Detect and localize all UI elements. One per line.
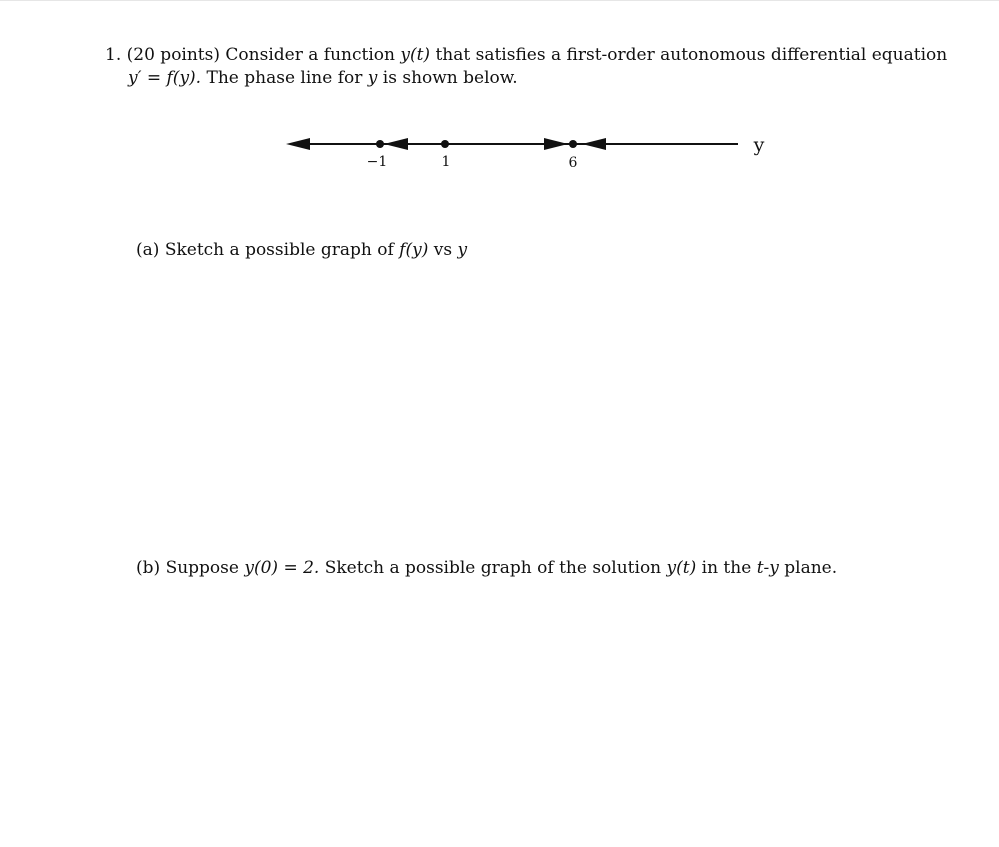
part-b-text-3: in the bbox=[701, 558, 752, 578]
part-a-prompt bbox=[136, 240, 467, 260]
math-y-of-t-part-b: y(t) bbox=[666, 558, 697, 578]
phase-line-diagram bbox=[270, 128, 780, 178]
part-a-vs: vs bbox=[433, 240, 453, 260]
part-b-label: (b) bbox=[136, 558, 161, 578]
part-b-text-2: Sketch a possible graph of the solution bbox=[324, 558, 662, 578]
axis-label-y: y bbox=[753, 134, 765, 156]
tick-label-6: 6 bbox=[568, 155, 578, 171]
math-y-of-t: y(t) bbox=[400, 45, 431, 65]
problem-text-4: is shown below. bbox=[382, 68, 518, 88]
top-rule bbox=[0, 0, 999, 1]
problem-number: 1. bbox=[105, 45, 122, 65]
part-a-label: (a) bbox=[136, 240, 160, 260]
flow-arrow-left-between-neg1-and-1 bbox=[384, 138, 408, 150]
problem-points: (20 points) bbox=[126, 45, 220, 65]
equilibrium-point-1 bbox=[441, 140, 449, 148]
problem-statement-line-1 bbox=[105, 45, 948, 65]
problem-text-2: that satisfies a first-order autonomous differential equation bbox=[435, 45, 948, 65]
equilibrium-point-neg1 bbox=[376, 140, 384, 148]
flow-arrow-left-far bbox=[286, 138, 310, 150]
math-plane-name: t-y bbox=[756, 558, 779, 578]
problem-statement-line-2 bbox=[128, 68, 518, 88]
part-b-text-1: Suppose bbox=[165, 558, 239, 578]
math-initial-condition: y(0) = 2. bbox=[244, 558, 320, 578]
flow-arrow-right-between-1-and-6 bbox=[544, 138, 568, 150]
math-equation: y′ = f(y). bbox=[128, 68, 202, 88]
part-b-prompt bbox=[136, 558, 837, 578]
part-a-text: Sketch a possible graph of bbox=[164, 240, 394, 260]
flow-arrow-left-above-6 bbox=[582, 138, 606, 150]
tick-label-neg1: −1 bbox=[366, 154, 388, 170]
problem-text-3: The phase line for bbox=[206, 68, 363, 88]
part-b-text-4: plane. bbox=[784, 558, 838, 578]
problem-text-1: Consider a function bbox=[225, 45, 395, 65]
tick-label-1: 1 bbox=[441, 154, 451, 170]
equilibrium-point-6 bbox=[569, 140, 577, 148]
math-var-y-part-a: y bbox=[457, 240, 468, 260]
math-f-of-y: f(y) bbox=[399, 240, 429, 260]
math-var-y: y bbox=[367, 68, 378, 88]
